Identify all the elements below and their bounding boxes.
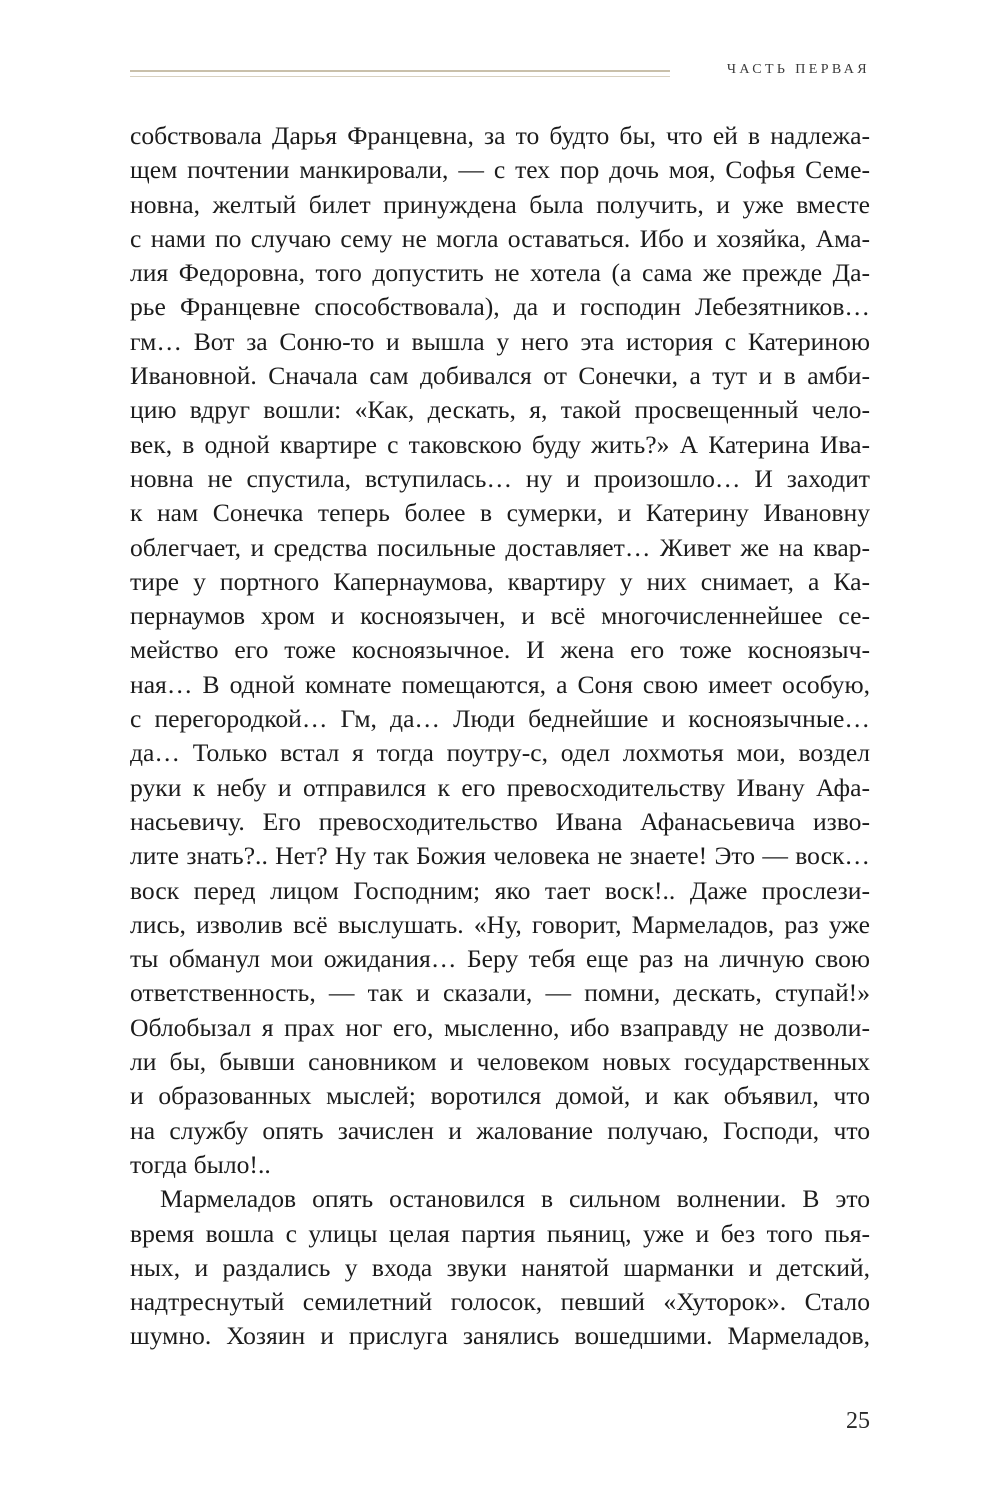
text-line: гм… Вот за Соню-то и вышла у него эта история с Катериною	[130, 326, 870, 356]
text-line: цию вдруг вошли: «Как, дескать, я, такой просвещенный чело-	[130, 395, 870, 425]
text-line: тире у портного Капернаумова, квартиру у них снимает, а Ка-	[130, 566, 870, 596]
running-head: ЧАСТЬ ПЕРВАЯ	[726, 62, 870, 77]
text-line: лите знать?.. Нет? Ну так Божия человека не знаете! Это — воск…	[130, 841, 870, 871]
page-number: 25	[846, 1408, 870, 1434]
text-line: и образованных мыслей; воротился домой, и как объявил, что	[130, 1081, 870, 1111]
text-line: лия Федоровна, того допустить не хотела (а сама же прежде Да-	[130, 258, 870, 288]
text-line: Ивановной. Сначала сам добивался от Сонечки, а тут и в амби-	[130, 361, 870, 391]
header-rule-thin	[130, 76, 670, 77]
text-line: с перегородкой… Гм, да… Люди беднейшие и косноязычные…	[130, 704, 870, 734]
header-rule	[130, 70, 670, 72]
text-line: мейство его тоже косноязычное. И жена его тоже косноязыч-	[130, 635, 870, 665]
text-line: пернаумов хром и косноязычен, и всё многочисленнейшее се-	[130, 601, 870, 631]
text-line: руки к небу и отправился к его превосходительству Ивану Афа-	[130, 772, 870, 802]
text-line: ответственность, — так и сказали, — помни, дескать, ступай!»	[130, 978, 870, 1008]
text-line: тогда было!..	[130, 1149, 271, 1179]
text-line: Мармеладов опять остановился в сильном волнении. В это	[160, 1184, 870, 1214]
text-line: надтреснутый семилетний голосок, певший «Хуторок». Стало	[130, 1287, 870, 1317]
text-line: к нам Сонечка теперь более в сумерки, и Катерину Ивановну	[130, 498, 870, 528]
text-line: лись, изволив всё выслушать. «Ну, говорит, Мармеладов, раз уже	[130, 909, 870, 939]
text-line: Облобызал я прах ног его, мысленно, ибо взаправду не дозволи-	[130, 1012, 870, 1042]
text-line: ных, и раздались у входа звуки нанятой шарманки и детский,	[130, 1252, 870, 1282]
text-line: да… Только встал я тогда поутру-с, одел лохмотья мои, воздел	[130, 738, 870, 768]
text-line: собствовала Дарья Францевна, за то будто бы, что ей в надлежа-	[130, 121, 870, 150]
text-line: шумно. Хозяин и прислуга занялись вошедшими. Мармеладов,	[130, 1321, 870, 1351]
text-line: облегчает, и средства посильные доставляет… Живет же на квар-	[130, 532, 870, 562]
text-line: время вошла с улицы целая партия пьяниц, уже и без того пья-	[130, 1218, 870, 1248]
text-line: воск перед лицом Господним; яко тает воск!.. Даже прослези-	[130, 875, 870, 905]
text-line: с нами по случаю сему не могла оставаться. Ибо и хозяйка, Ама-	[130, 223, 870, 253]
paragraph	[130, 119, 870, 1182]
text-line: рье Францевне способствовала), да и господин Лебезятников…	[130, 292, 870, 322]
text-line: новна, желтый билет принуждена была получить, и уже вместе	[130, 189, 870, 219]
text-line: новна не спустила, вступилась… ну и произошло… И заходит	[130, 463, 870, 493]
body-text	[130, 119, 870, 1354]
text-line: насьевичу. Его превосходительство Ивана Афанасьевича изво-	[130, 806, 870, 836]
text-line: щем почтении манкировали, — с тех пор дочь моя, Софья Семе-	[130, 155, 870, 185]
text-line: ли бы, бывши сановником и человеком новых государственных	[130, 1047, 870, 1077]
text-line: на службу опять зачислен и жалование получаю, Господи, что	[130, 1115, 870, 1145]
text-line: ты обманул мои ожидания… Беру тебя еще раз на личную свою	[130, 944, 870, 974]
text-line: век, в одной квартире с таковскою буду жить?» А Катерина Ива-	[130, 429, 870, 459]
text-line: ная… В одной комнате помещаются, а Соня свою имеет особую,	[130, 669, 870, 699]
paragraph	[130, 1182, 870, 1353]
